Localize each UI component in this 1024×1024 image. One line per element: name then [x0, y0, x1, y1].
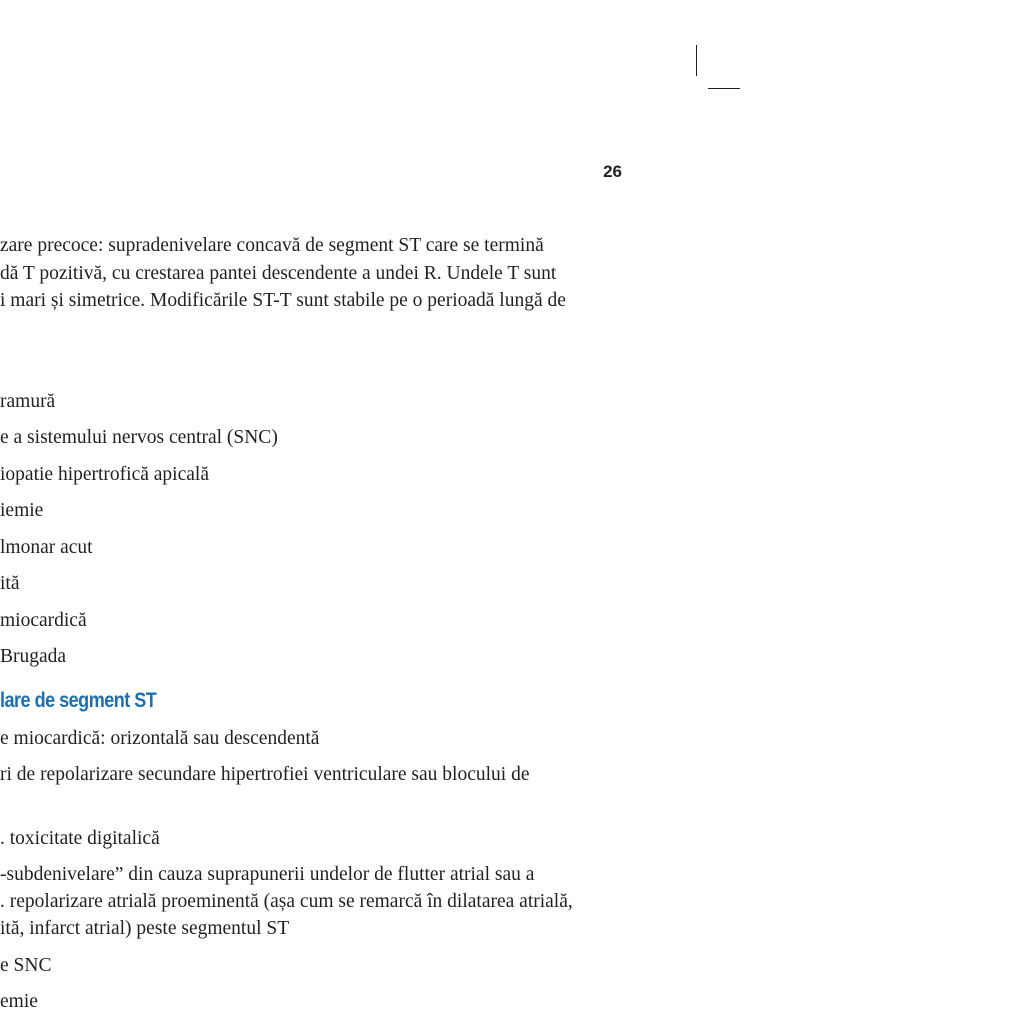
- list-item-continuation: ită, infarct atrial) peste segmentul ST: [0, 918, 290, 939]
- list-item: ramură: [0, 391, 56, 412]
- list-item-continuation: . repolarizare atrială proeminentă (așa cum se remarcă în dilatarea atrială,: [0, 891, 573, 912]
- list-item: ită: [0, 573, 20, 594]
- list-item: . toxicitate digitalică: [0, 828, 160, 849]
- crop-mark-horizontal: [708, 88, 740, 89]
- paragraph-line: i mari și simetrice. Modificările ST-T sunt stabile pe o perioadă lungă de: [0, 290, 566, 311]
- page-number: 26: [603, 162, 622, 181]
- list-item: e miocardică: orizontală sau descendentă: [0, 728, 320, 749]
- list-item: ri de repolarizare secundare hipertrofiei ventriculare sau blocului de: [0, 764, 530, 785]
- list-item: e a sistemului nervos central (SNC): [0, 427, 278, 448]
- list-item: iemie: [0, 500, 44, 521]
- list-item: emie: [0, 991, 38, 1012]
- list-item: lmonar acut: [0, 537, 93, 558]
- list-item: Brugada: [0, 646, 67, 667]
- paragraph-line: dă T pozitivă, cu crestarea pantei descendente a undei R. Undele T sunt: [0, 263, 557, 284]
- list-item: -subdenivelare” din cauza suprapunerii undelor de flutter atrial sau a: [0, 864, 535, 885]
- list-item: e SNC: [0, 955, 52, 976]
- paragraph-line: zare precoce: supradenivelare concavă de segment ST care se termină: [0, 235, 544, 256]
- crop-mark-vertical: [696, 45, 697, 76]
- section-heading: lare de segment ST: [0, 689, 157, 712]
- list-item: iopatie hipertrofică apicală: [0, 464, 209, 485]
- list-item: miocardică: [0, 610, 87, 631]
